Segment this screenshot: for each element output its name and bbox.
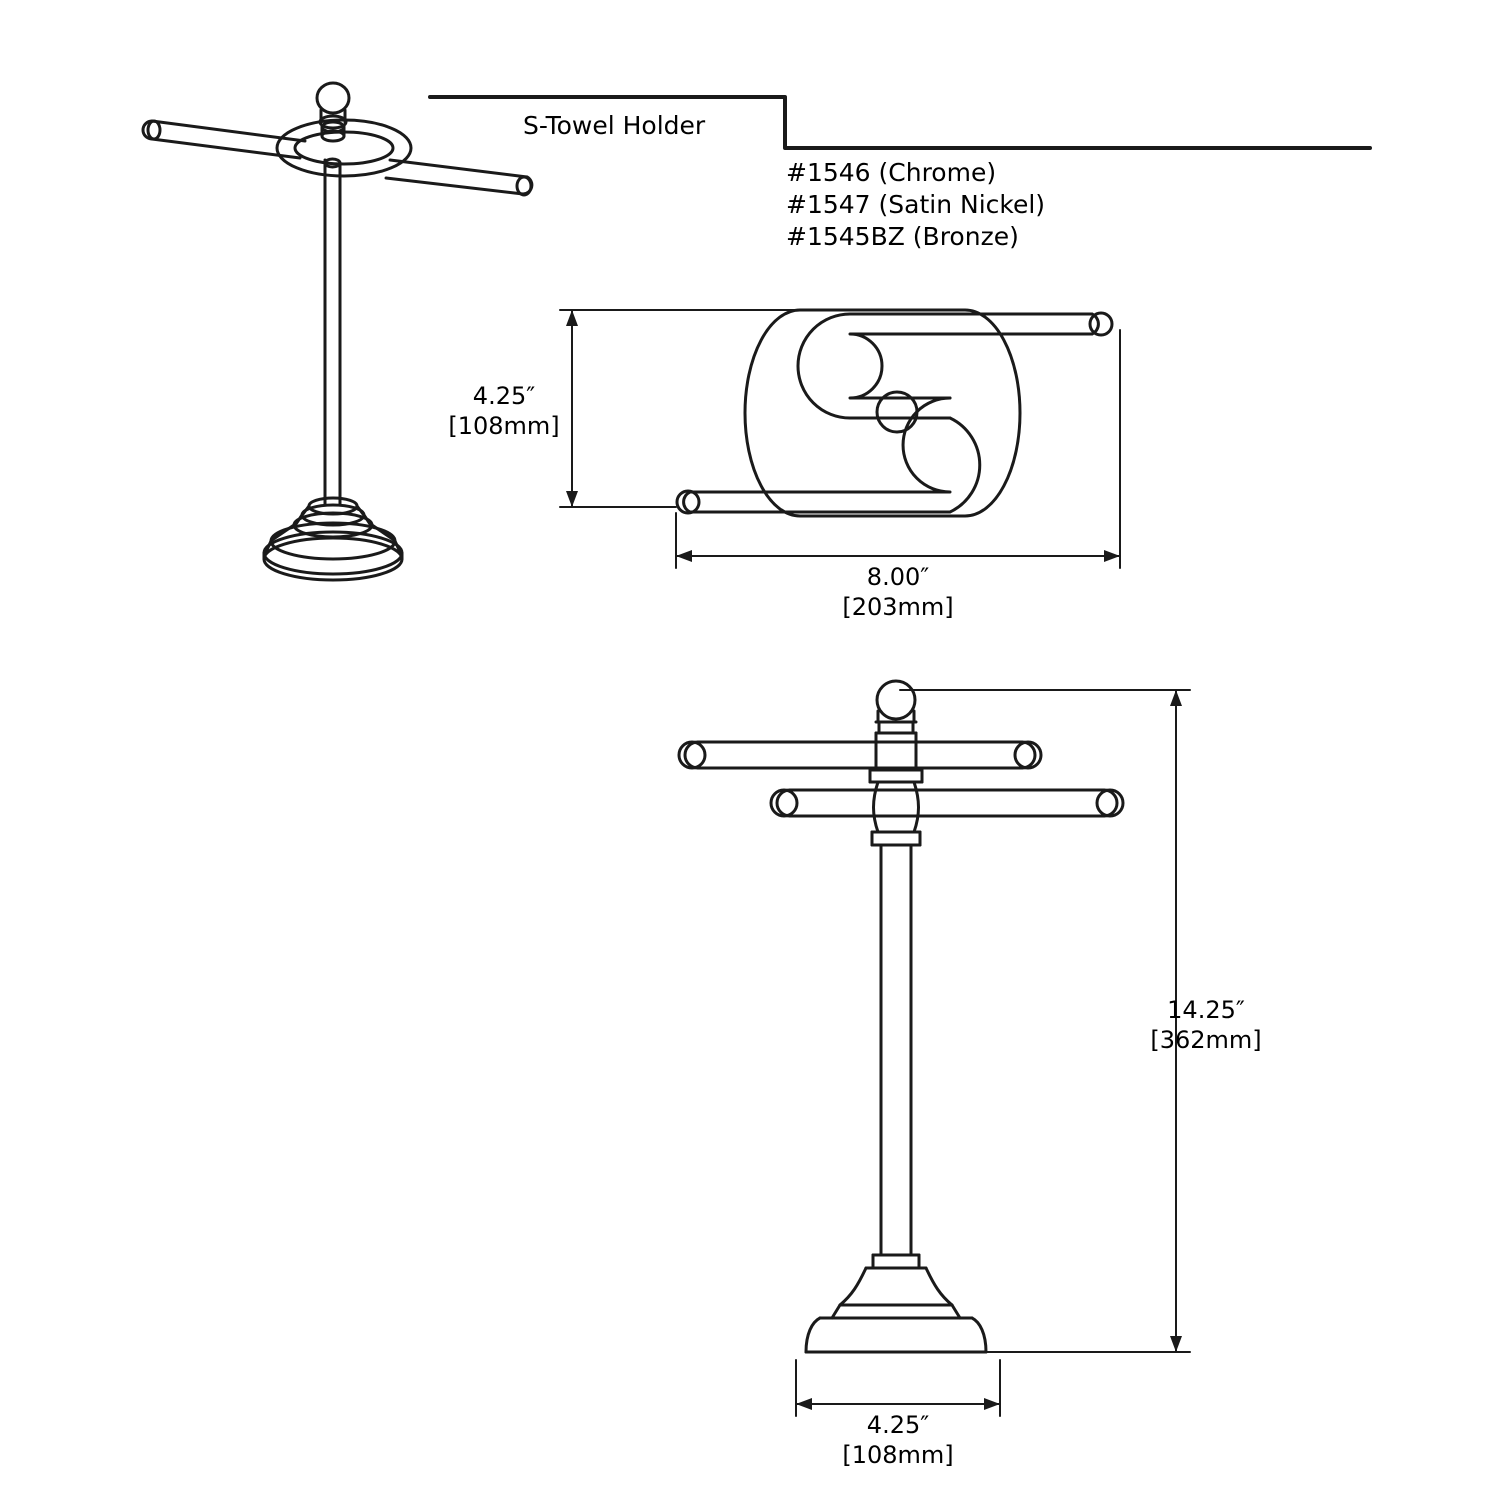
wall-holder-front-view-drawing	[677, 310, 1112, 516]
dimension-label-height-wall-inches: 4.25″	[472, 382, 536, 410]
dimension-label-height-stand-mm: [362mm]	[1150, 1026, 1262, 1054]
dimension-label-base-width-mm: [108mm]	[842, 1441, 954, 1469]
dimension-label-width-wall-inches: 8.00″	[866, 563, 930, 591]
standing-holder-front-view-drawing	[679, 681, 1123, 1352]
perspective-view-drawing	[143, 83, 532, 580]
model-code-satin-nickel: #1547 (Satin Nickel)	[786, 190, 1046, 219]
dimension-label-height-stand-inches: 14.25″	[1167, 996, 1245, 1024]
drawing-title: S-Towel Holder	[523, 111, 706, 140]
dimension-label-height-wall-mm: [108mm]	[448, 412, 560, 440]
dimension-label-base-width-inches: 4.25″	[866, 1411, 930, 1439]
dimension-label-width-wall-mm: [203mm]	[842, 593, 954, 621]
dimension-height-wall-holder	[560, 310, 800, 507]
dimension-base-width-standing-holder	[796, 1360, 1000, 1416]
dimension-width-wall-holder	[676, 330, 1120, 568]
model-code-bronze: #1545BZ (Bronze)	[786, 222, 1019, 251]
model-code-chrome: #1546 (Chrome)	[786, 158, 997, 187]
